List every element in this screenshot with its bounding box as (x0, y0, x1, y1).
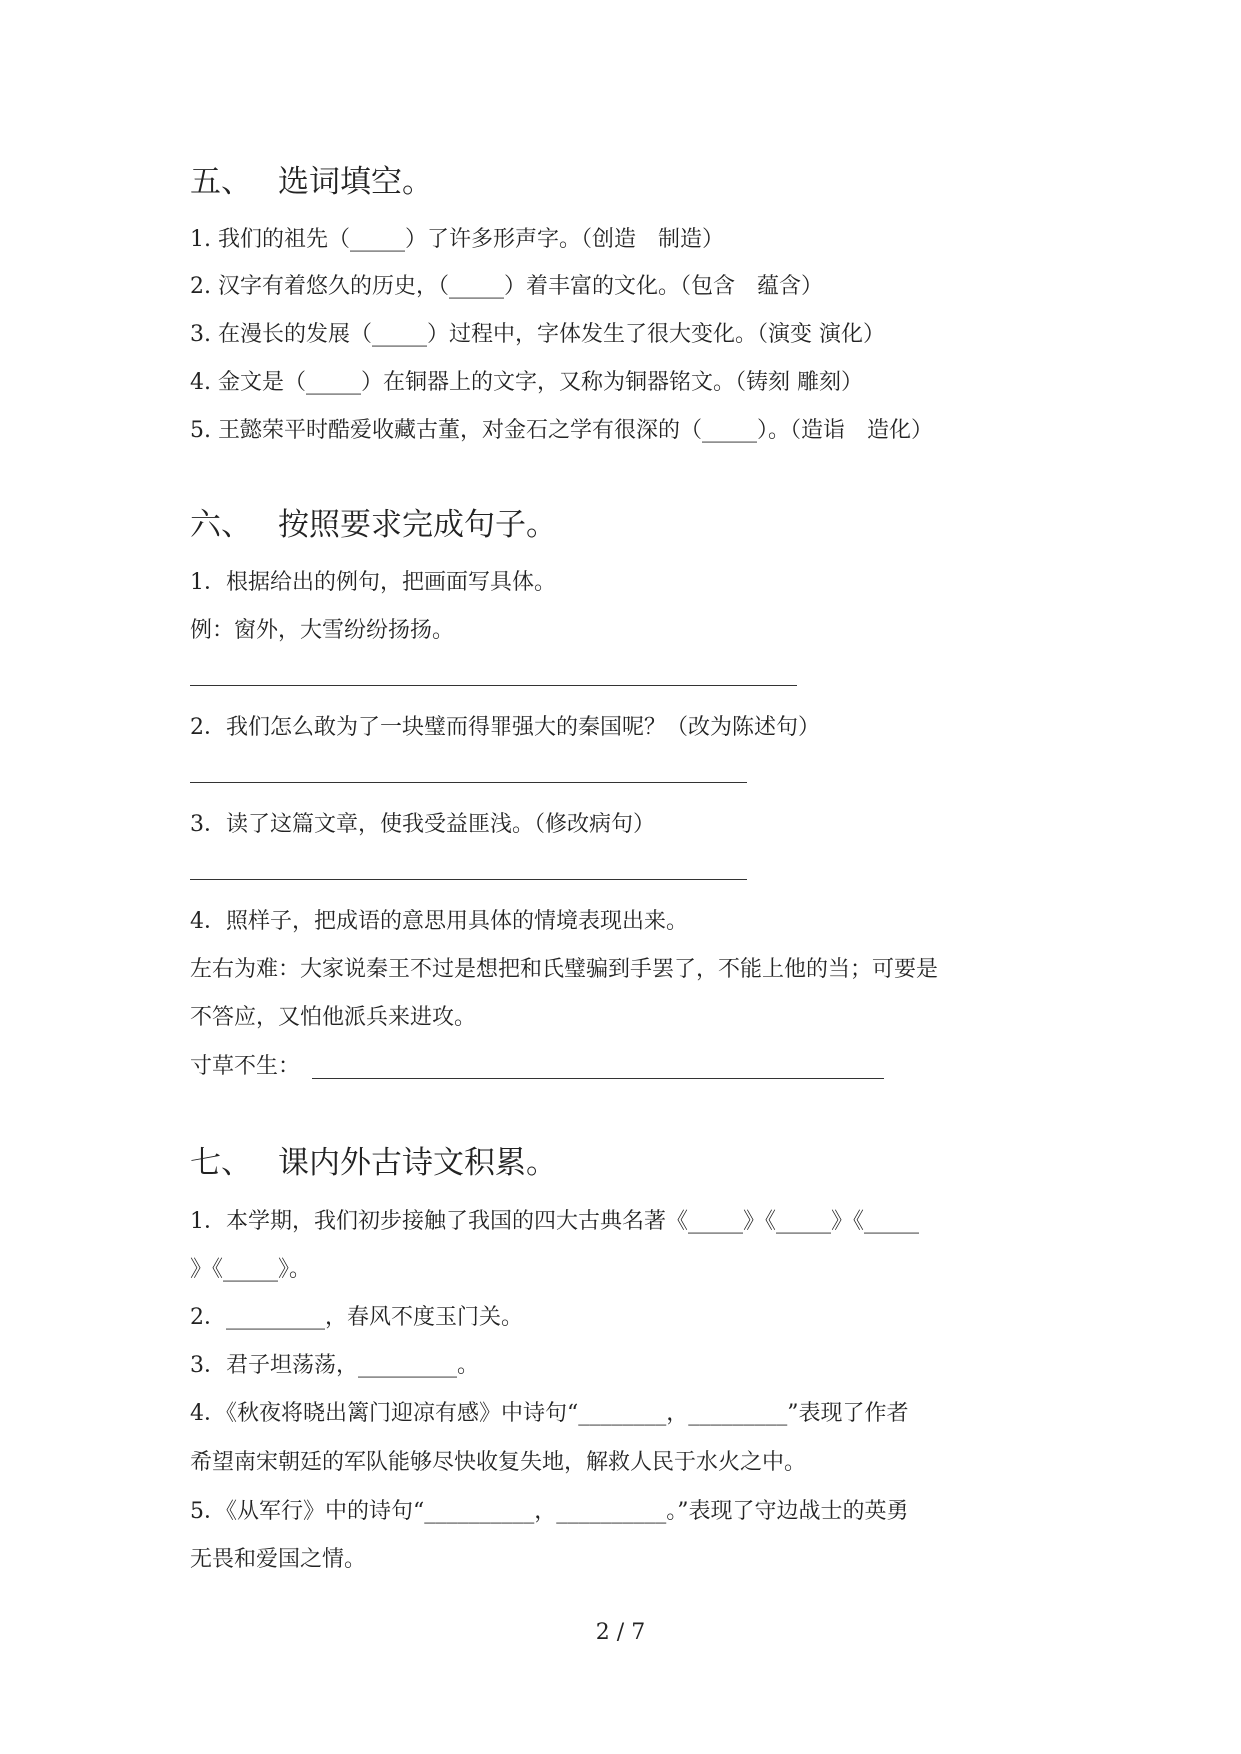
section-6-question-4-example-line-2: 不答应，又怕他派兵来进攻。 (190, 1005, 477, 1030)
section-6-question-2: 2．我们怎么敢为了一块璧而得罪强大的秦国呢？（改为陈述句） (190, 715, 820, 740)
section-7-number: 七、 (190, 1145, 252, 1181)
section-7-question-5-line-1: 5．《从军行》中的诗句“__________，__________。”表现了守边战士的英勇 (190, 1499, 909, 1524)
section-6-question-4: 4．照样子，把成语的意思用具体的情境表现出来。 (190, 909, 688, 934)
section-6-heading (190, 505, 557, 545)
section-7-question-1-line-1: 1．本学期，我们初步接触了我国的四大古典名著《_____》《_____》《_____ (190, 1209, 919, 1234)
section-6-number: 六、 (190, 507, 252, 543)
section-5-number: 五、 (190, 164, 252, 200)
section-7-question-5-line-2: 无畏和爱国之情。 (190, 1547, 367, 1572)
answer-line-3[interactable] (190, 879, 747, 880)
section-7-question-4-line-1: 4．《秋夜将晓出篱门迎凉有感》中诗句“________，_________”表现了作者 (190, 1401, 909, 1426)
section-5-item-4: 4. 金文是（_____）在铜器上的文字，又称为铜器铭文。（铸刻 雕刻） (190, 370, 863, 395)
section-7-question-2: 2．_________，春风不度玉门关。 (190, 1305, 523, 1330)
section-7-title: 课内外古诗文积累。 (278, 1145, 557, 1181)
section-6-question-4-task: 寸草不生： (190, 1054, 301, 1079)
section-5-item-3: 3. 在漫长的发展（_____）过程中，字体发生了很大变化。（演变 演化） (190, 322, 885, 347)
section-6-title: 按照要求完成句子。 (278, 507, 557, 543)
answer-line-4[interactable] (312, 1078, 884, 1079)
section-7-question-4-line-2: 希望南宋朝廷的军队能够尽快收复失地，解救人民于水火之中。 (190, 1450, 807, 1475)
section-5-item-5: 5. 王懿荣平时酷爱收藏古董，对金石之学有很深的（_____）。（造诣 造化） (190, 418, 933, 443)
section-5-item-1: 1. 我们的祖先（_____）了许多形声字。（创造 制造） (190, 227, 724, 252)
section-6-question-1-example: 例：窗外，大雪纷纷扬扬。 (190, 618, 455, 643)
section-6-question-4-example-line-1: 左右为难：大家说秦王不过是想把和氏璧骗到手罢了，不能上他的当；可要是 (190, 957, 939, 982)
answer-line-2[interactable] (190, 782, 747, 783)
section-7-heading (190, 1143, 557, 1183)
page-number: 2 / 7 (595, 1620, 646, 1645)
section-5-title: 选词填空。 (278, 164, 433, 200)
section-7-question-1-line-2: 》《_____》。 (190, 1257, 312, 1282)
section-6-question-3: 3．读了这篇文章，使我受益匪浅。（修改病句） (190, 812, 655, 837)
section-7-question-3: 3．君子坦荡荡，_________。 (190, 1353, 479, 1378)
section-5-heading (190, 162, 433, 202)
answer-line-1[interactable] (190, 685, 797, 686)
section-5-item-2: 2. 汉字有着悠久的历史，（_____）着丰富的文化。（包含 蕴含） (190, 274, 823, 299)
section-6-question-1: 1．根据给出的例句，把画面写具体。 (190, 570, 556, 595)
